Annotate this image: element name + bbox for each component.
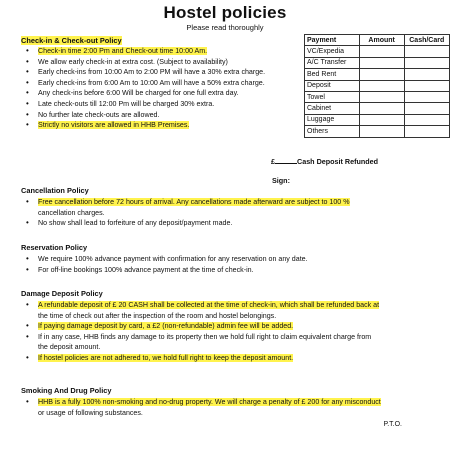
smoking-list — [21, 397, 431, 418]
table-row — [305, 126, 450, 137]
cancellation-heading: Cancellation Policy — [21, 186, 89, 195]
damage-item-4: If hostel policies are not adhered to, we hold full right to keep the deposit amount. — [38, 353, 294, 362]
sign-line: Sign: — [272, 176, 290, 185]
cancellation-item-1-cont: cancellation charges. — [38, 208, 105, 217]
payment-row-label: VC/Expedia — [305, 46, 360, 57]
table-row — [305, 80, 450, 91]
list-item — [21, 197, 431, 208]
method-cell — [404, 69, 449, 80]
list-item — [21, 300, 431, 311]
table-row — [305, 57, 450, 68]
list-item: • Early check-ins from 6:00 Am to 10:00 Am will have a 50% extra charge. — [21, 78, 306, 89]
col-header-amount: Amount — [359, 35, 404, 46]
amount-cell — [359, 126, 404, 137]
list-item: • We allow early check-in at extra cost. (Subject to availability) — [21, 57, 306, 68]
list-item: • We require 100% advance payment with confirmation for any reservation on any date. — [21, 254, 431, 265]
smoking-item-1: HHB is a fully 100% non-smoking and no-drug property. We will charge a penalty of £ 200 for any misconduct — [38, 398, 381, 406]
cancellation-item-1: Free cancellation before 72 hours of arrival. Any cancellations made afterward are subject to 100 % — [38, 198, 350, 206]
amount-cell — [359, 69, 404, 80]
method-cell — [404, 57, 449, 68]
pound-sign: £ — [271, 157, 275, 166]
payment-row-label: A/C Transfer — [305, 57, 360, 68]
list-item — [21, 120, 306, 131]
list-item — [21, 397, 431, 408]
page-subtitle: Please read thoroughly — [186, 23, 264, 32]
page-title: Hostel policies — [163, 3, 287, 22]
table-header-row — [305, 35, 450, 46]
amount-cell — [359, 80, 404, 91]
table-row — [305, 103, 450, 114]
amount-cell — [359, 114, 404, 125]
list-item: • For off-line bookings 100% advance payment at the time of check-in. — [21, 265, 431, 276]
damage-item-2: If paying damage deposit by card, a £2 (non-refundable) admin fee will be added. — [38, 322, 294, 331]
method-cell — [404, 80, 449, 91]
list-item-continuation — [21, 408, 431, 419]
payment-table — [304, 34, 450, 138]
damage-item-1: A refundable deposit of £ 20 CASH shall be collected at the time of check-in, which shall be refunded back at — [38, 301, 380, 309]
damage-item-1-cont: the time of check out after the inspection of the room and hostel belongings. — [38, 311, 277, 320]
list-item — [21, 353, 431, 364]
list-item: • Late check-outs till 12:00 Pm will be charged 30% extra. — [21, 99, 306, 110]
pto-label: P.T.O. — [383, 421, 402, 428]
smoking-heading: Smoking And Drug Policy — [21, 386, 112, 395]
list-item — [21, 46, 306, 57]
table-row — [305, 46, 450, 57]
list-item: • No further late check-outs are allowed. — [21, 110, 306, 121]
refund-label: Cash Deposit Refunded — [297, 157, 379, 166]
reservation-heading: Reservation Policy — [21, 243, 88, 252]
method-cell — [404, 91, 449, 102]
payment-row-label: Luggage — [305, 114, 360, 125]
table-row — [305, 91, 450, 102]
payment-row-label: Others — [305, 126, 360, 137]
list-item-continuation — [21, 311, 431, 322]
list-item: • If in any case, HHB finds any damage to its property then we hold full right to claim equivalent charge from — [21, 332, 431, 343]
method-cell — [404, 114, 449, 125]
table-row — [305, 69, 450, 80]
damage-list — [21, 300, 431, 364]
amount-cell — [359, 91, 404, 102]
payment-row-label: Towel — [305, 91, 360, 102]
refund-amount-blank — [275, 156, 297, 164]
payment-row-label: Bed Rent — [305, 69, 360, 80]
method-cell — [404, 46, 449, 57]
list-item: • Any check-ins before 6:00 Will be charged for one full extra day. — [21, 88, 306, 99]
list-item-continuation — [21, 342, 431, 353]
smoking-item-1-cont: or usage of following substances. — [38, 408, 143, 417]
list-item: • No show shall lead to forfeiture of any deposit/payment made. — [21, 218, 431, 229]
damage-item-3-cont: the deposit amount. — [38, 343, 101, 352]
checkin-item-8: Strictly no visitors are allowed in HHB Premises. — [38, 121, 190, 130]
list-item — [21, 321, 431, 332]
reservation-list — [21, 254, 431, 275]
table-row — [305, 114, 450, 125]
method-cell — [404, 126, 449, 137]
amount-cell — [359, 57, 404, 68]
amount-cell — [359, 46, 404, 57]
cancellation-list — [21, 197, 431, 229]
col-header-cashcard: Cash/Card — [404, 35, 449, 46]
col-header-payment: Payment — [305, 35, 360, 46]
damage-heading: Damage Deposit Policy — [21, 289, 103, 298]
list-item: • Early check-ins from 10:00 Am to 2:00 PM will have a 30% extra charge. — [21, 67, 306, 78]
payment-row-label: Deposit — [305, 80, 360, 91]
checkin-list — [21, 46, 306, 131]
method-cell — [404, 103, 449, 114]
checkin-item-1: Check-in time 2:00 Pm and Check-out time 10:00 Am. — [38, 47, 208, 55]
checkin-heading: Check-in & Check-out Policy — [21, 36, 122, 45]
amount-cell — [359, 103, 404, 114]
refund-line — [271, 156, 378, 166]
list-item-continuation — [21, 208, 431, 219]
payment-row-label: Cabinet — [305, 103, 360, 114]
